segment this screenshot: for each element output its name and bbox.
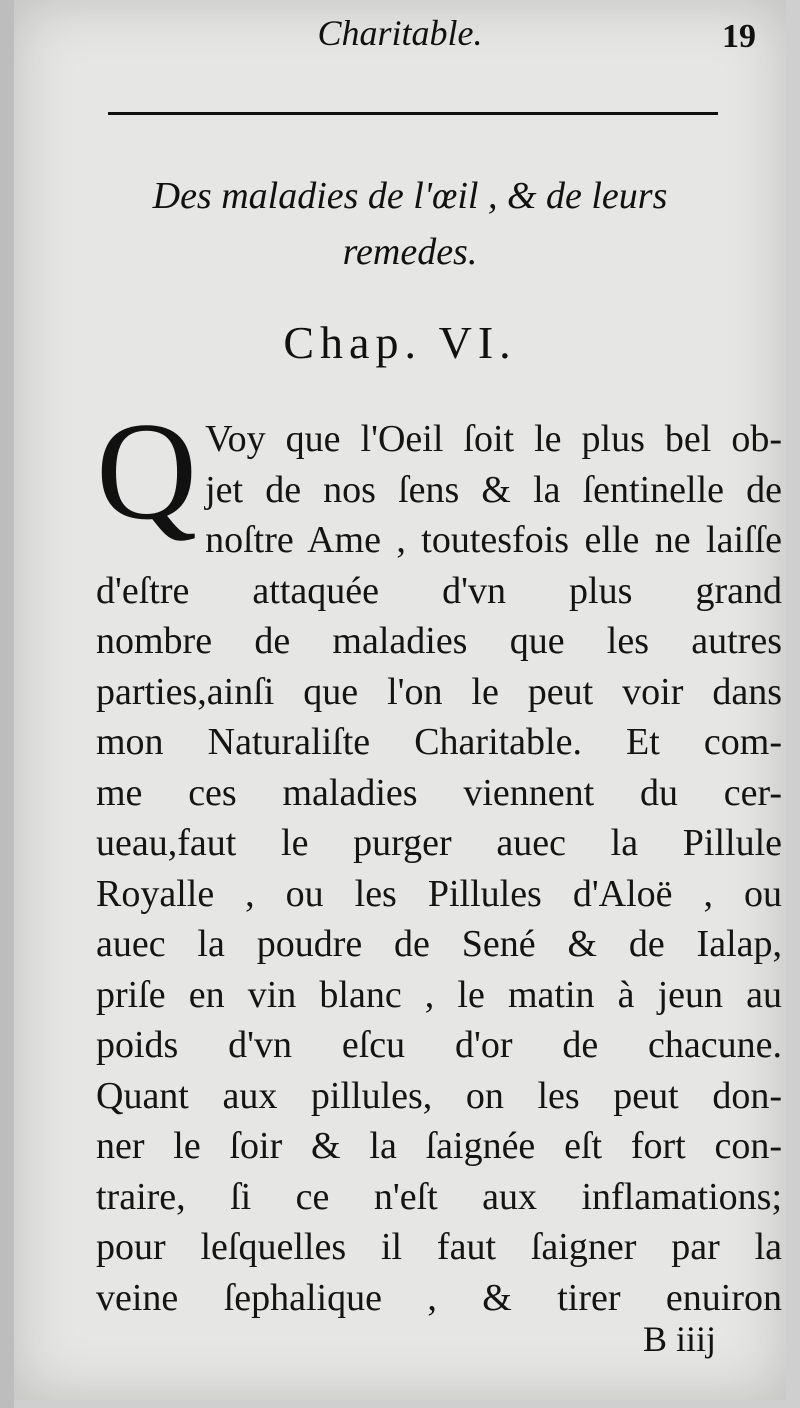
text-line: traire, ſi ce n'eſt aux inflamations; [96,1175,782,1218]
text-line: noſtre Ame , toutesfois elle ne laiſſe [205,519,782,561]
book-page [14,0,786,1400]
drop-cap: Q [96,394,198,549]
running-head [14,6,786,66]
text-line: auec la poudre de Sené & de Ialap, [96,923,782,965]
section-title-line-1: Des maladies de l'œil , & de leurs [152,175,668,217]
text-line: Voy que l'Oeil ſoit le plus bel ob- [205,418,782,460]
page-gutter-edge [0,0,14,1408]
text-line: ner le ſoir & la ſaignée eſt fort con- [96,1125,782,1167]
running-head-title: Charitable. [317,13,483,53]
text-line: priſe en vin blanc , le matin à jeun au [96,973,782,1016]
text-line: Quant aux pillules, on les peut don- [96,1074,782,1117]
text-line: Royalle , ou les Pillules d'Aloë , ou [96,872,782,915]
text-line: parties,ainſi que l'on le peut voir dans [96,670,782,713]
signature-mark: B iiij [642,1319,716,1359]
chapter-heading: Chap. VI. [283,317,517,368]
text-line: me ces maladies viennent du cer- [96,771,782,814]
body-text [96,394,782,1323]
text-line: poids d'vn eſcu d'or de chacune. [96,1024,782,1066]
text-line: jet de nos ſens & la ſentinelle de [205,468,782,511]
text-line: ueau,faut le purger auec la Pillule [96,822,782,864]
section-title [54,168,766,280]
text-line: veine ſephalique , & tirer enuiron [96,1276,782,1319]
header-rule [108,112,718,115]
page-number: 19 [722,18,756,55]
text-line: nombre de maladies que les autres [96,620,782,662]
text-line: d'eſtre attaquée d'vn plus grand [96,569,782,612]
text-line: mon Naturaliſte Charitable. Et com- [96,721,782,763]
text-line: pour leſquelles il faut ſaigner par la [96,1226,782,1268]
section-title-line-2: remedes. [342,231,478,273]
